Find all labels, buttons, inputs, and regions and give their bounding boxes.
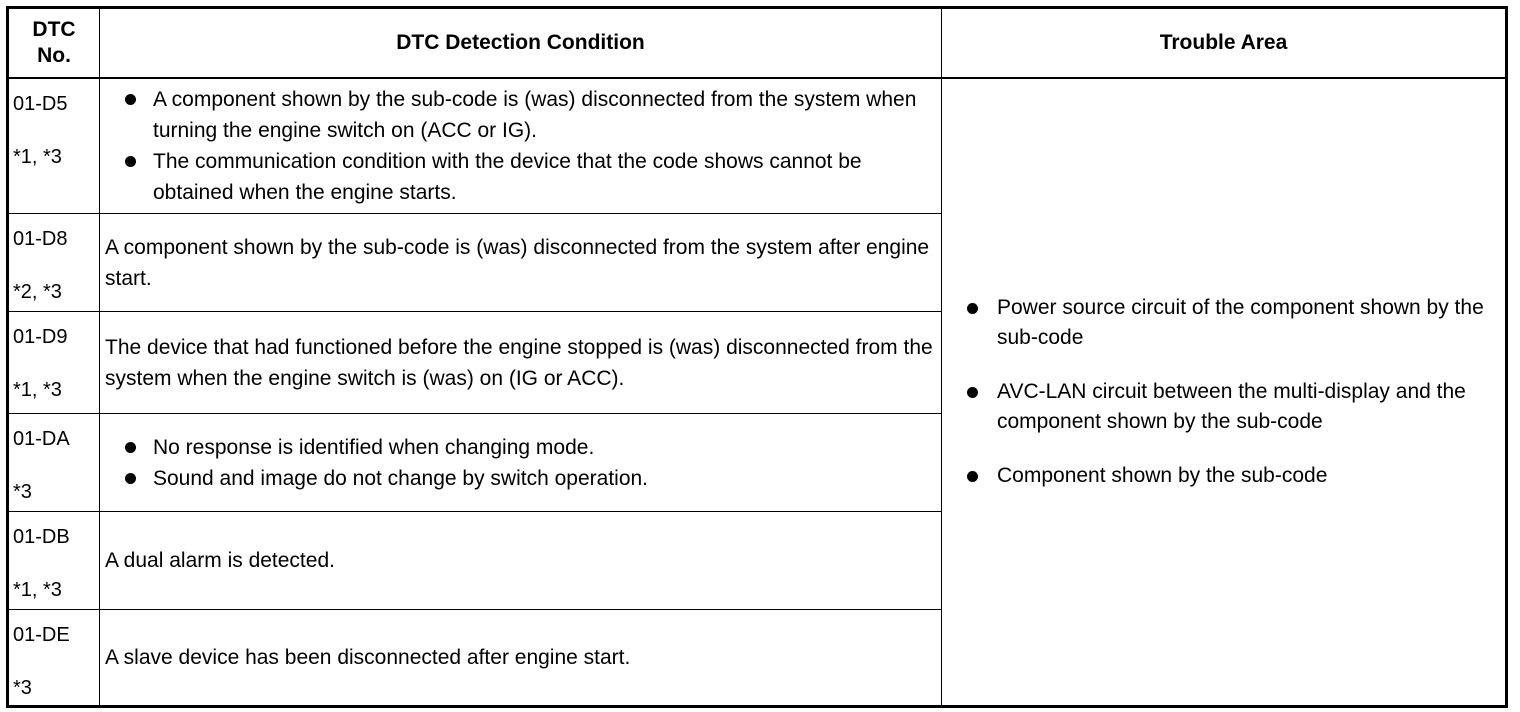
header-trouble-area: Trouble Area — [942, 8, 1507, 78]
detection-condition-cell: A component shown by the sub-code is (was) disconnected from the system after engine start. — [100, 214, 942, 312]
dtc-code: 01-DA — [13, 428, 70, 450]
condition-bullet: The communication condition with the device that the code shows cannot be obtained when the engine starts. — [153, 146, 935, 208]
dtc-code: 01-D8 — [13, 228, 68, 250]
condition-bullet: No response is identified when changing mode. — [153, 432, 935, 463]
condition-bullet-list — [105, 84, 935, 208]
trouble-area-list — [997, 293, 1505, 491]
header-dtc-no: DTC No. — [8, 8, 100, 78]
dtc-note: *1, *3 — [13, 579, 62, 601]
dtc-note: *3 — [13, 677, 32, 699]
dtc-note: *1, *3 — [13, 145, 62, 168]
detection-condition-cell: A dual alarm is detected. — [100, 512, 942, 610]
dtc-code: 01-DE — [13, 624, 70, 646]
dtc-code: 01-D5 — [13, 92, 68, 115]
detection-condition-cell — [100, 414, 942, 512]
detection-condition-cell: The device that had functioned before the engine stopped is (was) disconnected from the system when the engine switch is (was) on (IG or ACC). — [100, 312, 942, 414]
condition-bullet-list — [105, 432, 935, 494]
table-row — [8, 78, 1507, 214]
detection-condition-cell: A slave device has been disconnected after engine start. — [100, 610, 942, 707]
dtc-note: *1, *3 — [13, 379, 62, 401]
dtc-code: 01-D9 — [13, 326, 68, 348]
trouble-area-cell — [942, 78, 1507, 707]
dtc-number-cell — [8, 78, 100, 214]
condition-bullet: Sound and image do not change by switch operation. — [153, 463, 935, 494]
dtc-number-cell — [8, 610, 100, 707]
header-detection-condition: DTC Detection Condition — [100, 8, 942, 78]
dtc-table — [6, 6, 1508, 708]
condition-bullet: A component shown by the sub-code is (was) disconnected from the system when turning the engine switch on (ACC or IG). — [153, 84, 935, 146]
dtc-number-cell — [8, 214, 100, 312]
dtc-note: *2, *3 — [13, 281, 62, 303]
trouble-area-item: Component shown by the sub-code — [997, 461, 1505, 491]
detection-condition-cell — [100, 78, 942, 214]
dtc-note: *3 — [13, 481, 32, 503]
header-row — [8, 8, 1507, 78]
dtc-number-cell — [8, 512, 100, 610]
trouble-area-item: Power source circuit of the component shown by the sub-code — [997, 293, 1505, 353]
dtc-number-cell — [8, 414, 100, 512]
dtc-code: 01-DB — [13, 526, 70, 548]
trouble-area-item: AVC-LAN circuit between the multi-display and the component shown by the sub-code — [997, 377, 1505, 437]
dtc-number-cell — [8, 312, 100, 414]
